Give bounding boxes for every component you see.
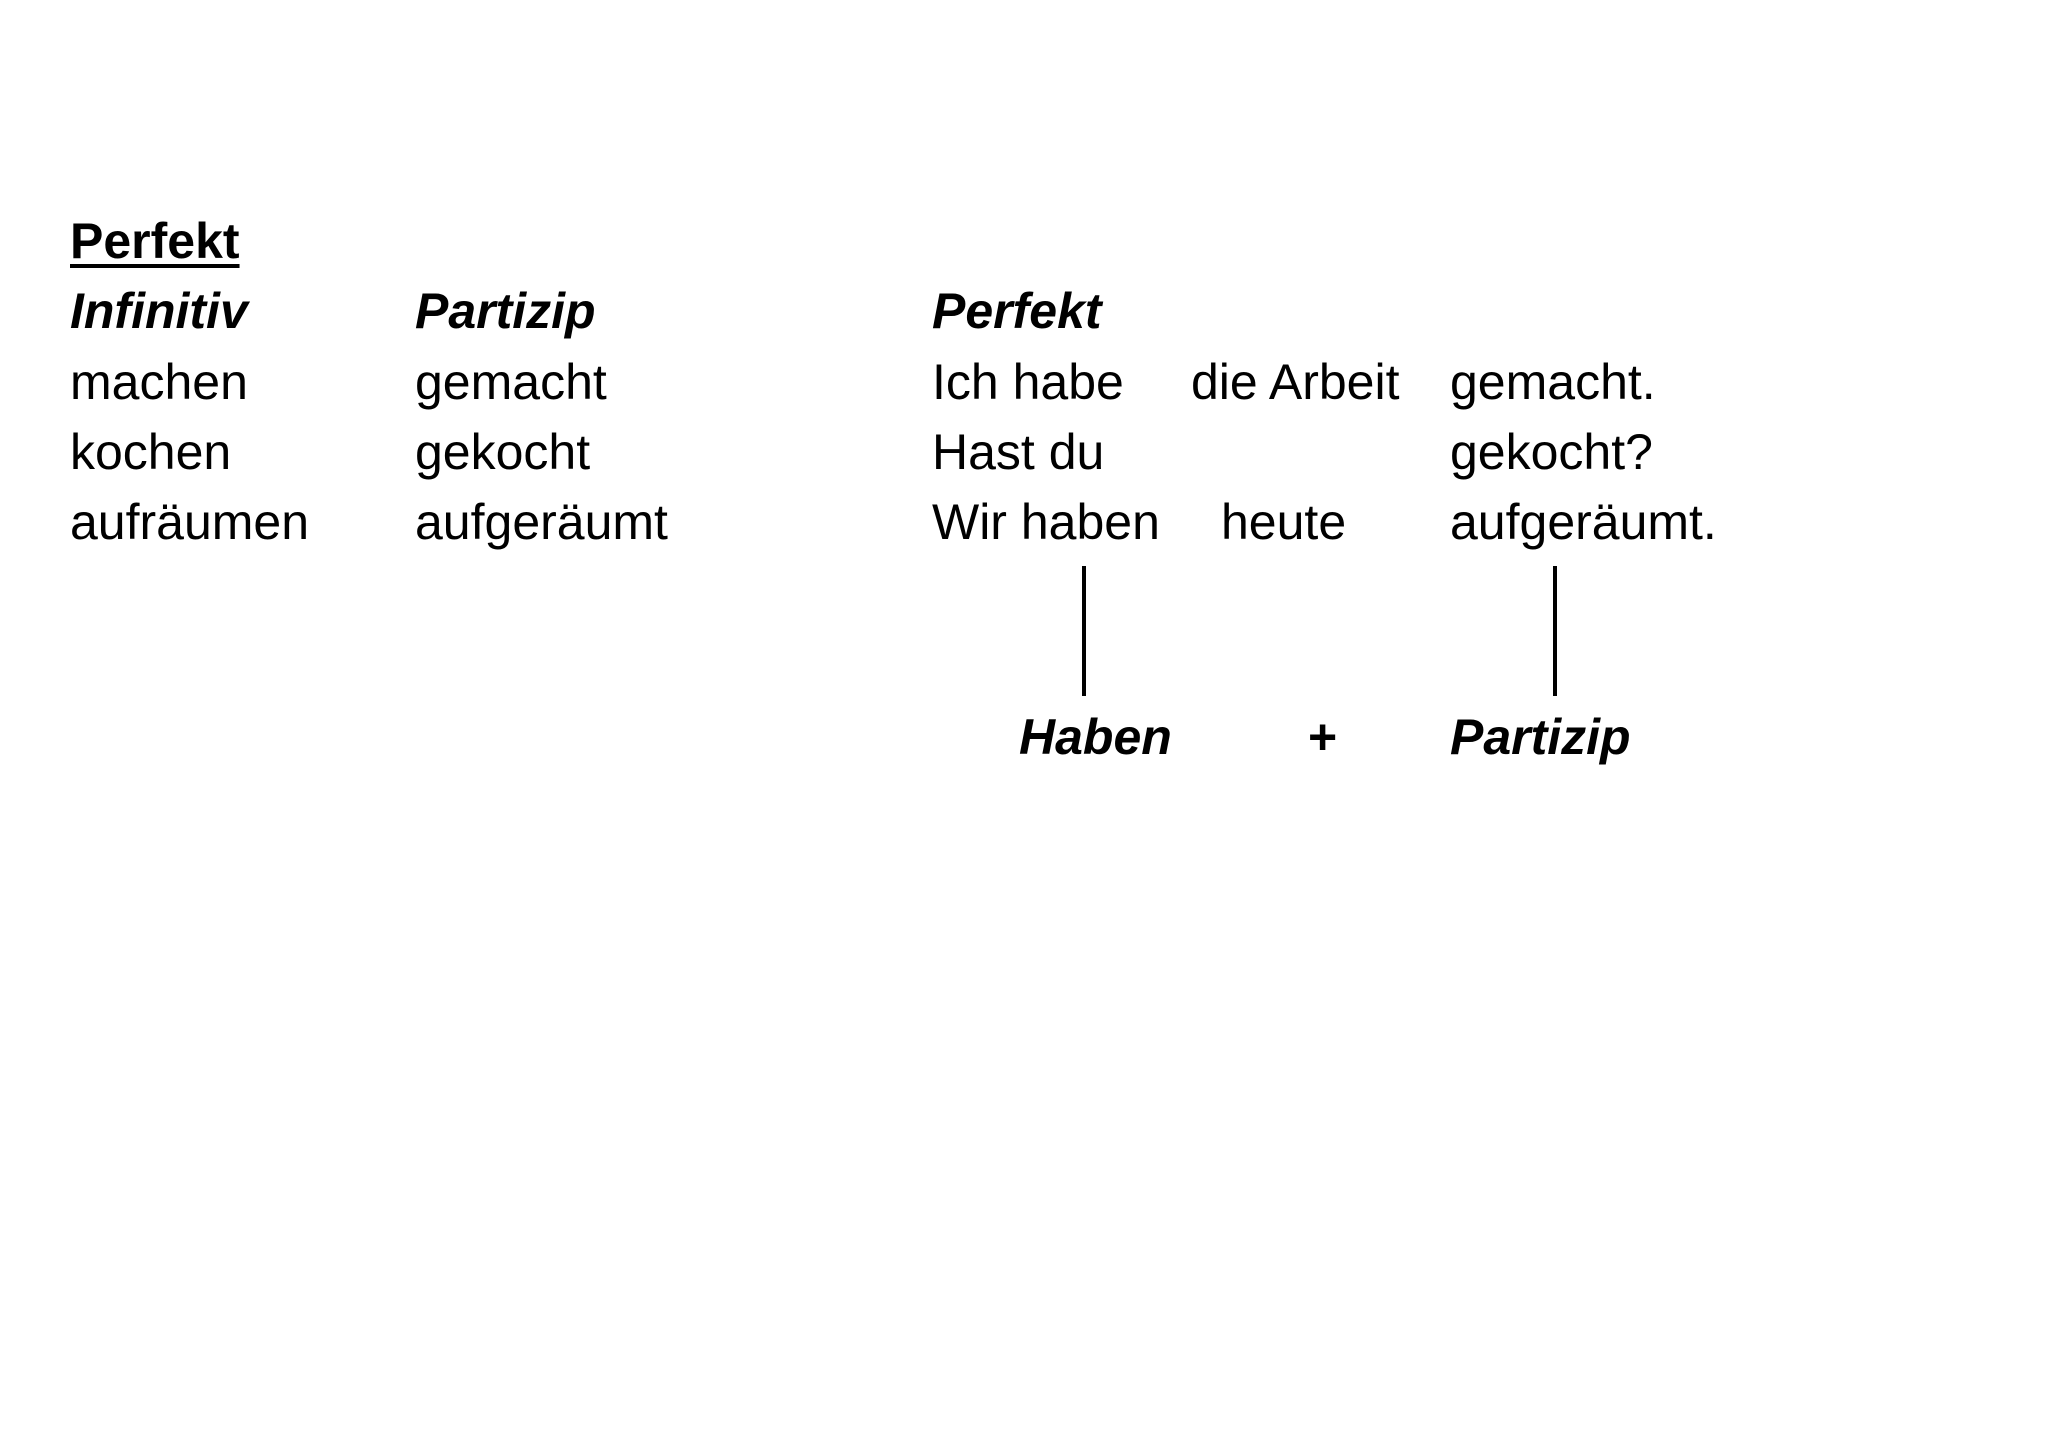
sentence-middle: heute xyxy=(1221,494,1347,550)
infinitiv-cell: aufräumen xyxy=(70,494,310,550)
perfekt-title: Perfekt xyxy=(70,213,240,269)
sentence-participle: gemacht. xyxy=(1450,354,1656,410)
sentence-subject-aux: Wir haben xyxy=(932,494,1160,550)
participle-connector-line xyxy=(1553,566,1557,696)
infinitiv-cell: machen xyxy=(70,354,248,410)
partizip-header: Partizip xyxy=(415,283,596,339)
sentence-subject-aux: Hast du xyxy=(932,424,1105,480)
partizip-cell: gemacht xyxy=(415,354,607,410)
sentence-middle: die Arbeit xyxy=(1191,354,1400,410)
sentence-subject-aux: Ich habe xyxy=(932,354,1124,410)
partizip-cell: gekocht xyxy=(415,424,591,480)
infinitiv-header: Infinitiv xyxy=(70,283,248,339)
sentence-participle: aufgeräumt. xyxy=(1450,494,1717,550)
sentence-participle: gekocht? xyxy=(1450,424,1653,480)
partizip-cell: aufgeräumt xyxy=(415,494,668,550)
formula-participle: Partizip xyxy=(1450,709,1631,765)
infinitiv-cell: kochen xyxy=(70,424,232,480)
perfekt-header: Perfekt xyxy=(932,283,1102,339)
aux-connector-line xyxy=(1082,566,1086,696)
formula-aux: Haben xyxy=(1019,709,1172,765)
formula-plus: + xyxy=(1308,709,1338,765)
